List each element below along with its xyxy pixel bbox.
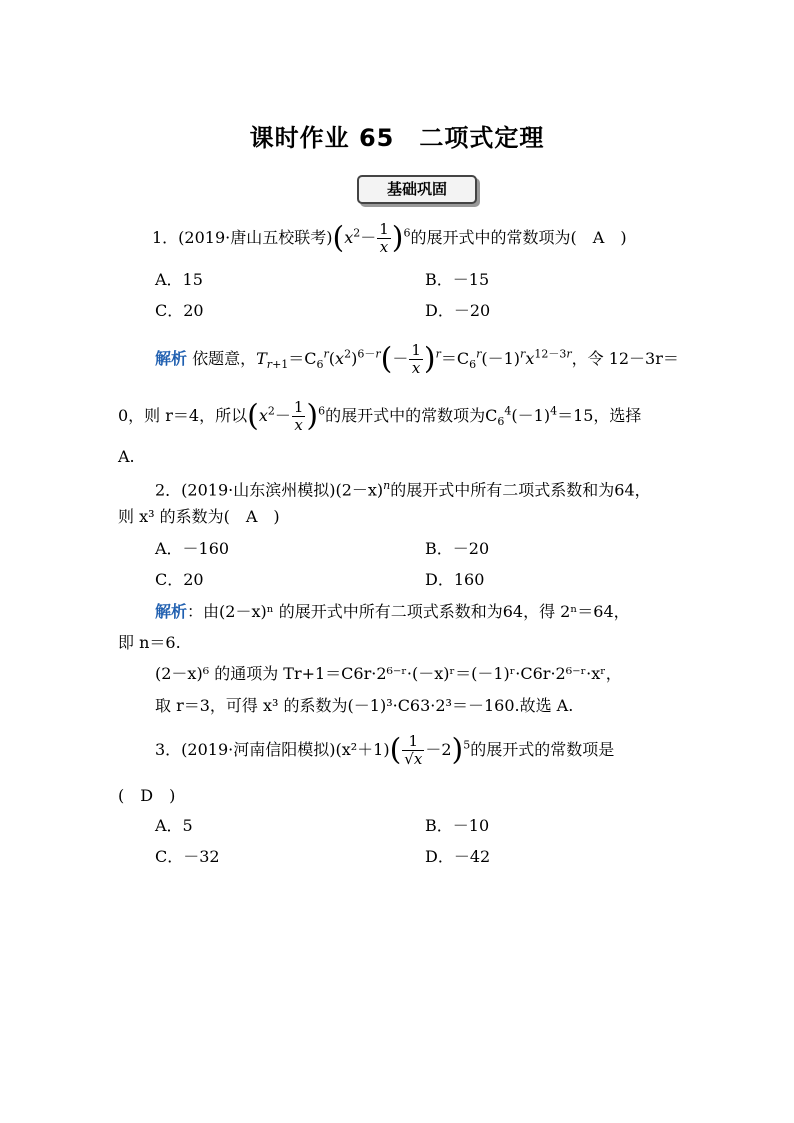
question-2-line1: 2．(2019·山东滨州模拟)$(2-x)^n$的展开式中所有二项式系数和为64， (155, 479, 651, 500)
q3-option-b: B．－10 (425, 816, 490, 835)
q1-analysis-line2: 0，则 r＝4，所以($x^2-$ $\frac{1}{x}$ )$^6$的展开式中的常数项为$C_6^4(-1)^4=15$，选择 (118, 398, 642, 434)
q2-analysis-line3: (2－x)⁶ 的通项为 Tr+1＝C6r·2⁶⁻ʳ·(－x)ʳ＝(－1)ʳ·C6r·2⁶⁻ʳ·xʳ， (155, 664, 622, 683)
page-title: 课时作业 65 二项式定理 (249, 124, 545, 152)
q3-answer-line: ( D ) (118, 786, 176, 805)
question-3: 3．(2019·河南信阳模拟)(x²＋1)( $\frac{1}{√x}$ －2)$^5$的展开式的常数项是 (155, 732, 615, 768)
q1-option-d: D．－20 (425, 301, 491, 320)
analysis-label: 解析 (155, 349, 188, 368)
q2-option-c: C．20 (155, 570, 204, 589)
q2-option-d: D．160 (425, 570, 485, 589)
q1-suffix: 的展开式中的常数项为( A ) (410, 228, 627, 247)
q2-option-b: B．－20 (425, 539, 490, 558)
section-badge: 基础巩固 (357, 175, 477, 204)
q2-analysis-line4: 取 r＝3，可得 x³ 的系数为(－1)³·C63·2³＝－160.故选 A. (155, 696, 574, 715)
q3-option-d: D．－42 (425, 847, 491, 866)
q1-option-a: A．15 (155, 270, 203, 289)
q2-analysis-line2: 即 n＝6. (118, 633, 181, 652)
question-1: 1．(2019·唐山五校联考)($x^2-$ $\frac{1}{x}$ )$^6$的展开式中的常数项为( A ) (152, 220, 627, 256)
q1-analysis-line3: A. (118, 447, 135, 466)
q1-analysis-line1: 解析 依题意，$T_{r+1}=C_6^r(x^2)^{6-r}(-$ $\frac{1}{x}$ )$^r=C_6^r(-1)^rx^{12-3r}$，令 12－3r＝ (155, 341, 679, 377)
q2-option-a: A．－160 (155, 539, 230, 558)
q1-option-b: B．－15 (425, 270, 490, 289)
q1-prefix: 1．(2019·唐山五校联考) (152, 228, 333, 247)
q3-option-c: C．－32 (155, 847, 220, 866)
q3-option-a: A．5 (155, 816, 193, 835)
question-2-line2: 则 x³ 的系数为( A ) (118, 507, 280, 526)
q2-analysis-line1: 解析：由(2－x)ⁿ 的展开式中所有二项式系数和为64，得 2ⁿ＝64， (155, 602, 630, 621)
q1-option-c: C．20 (155, 301, 204, 320)
